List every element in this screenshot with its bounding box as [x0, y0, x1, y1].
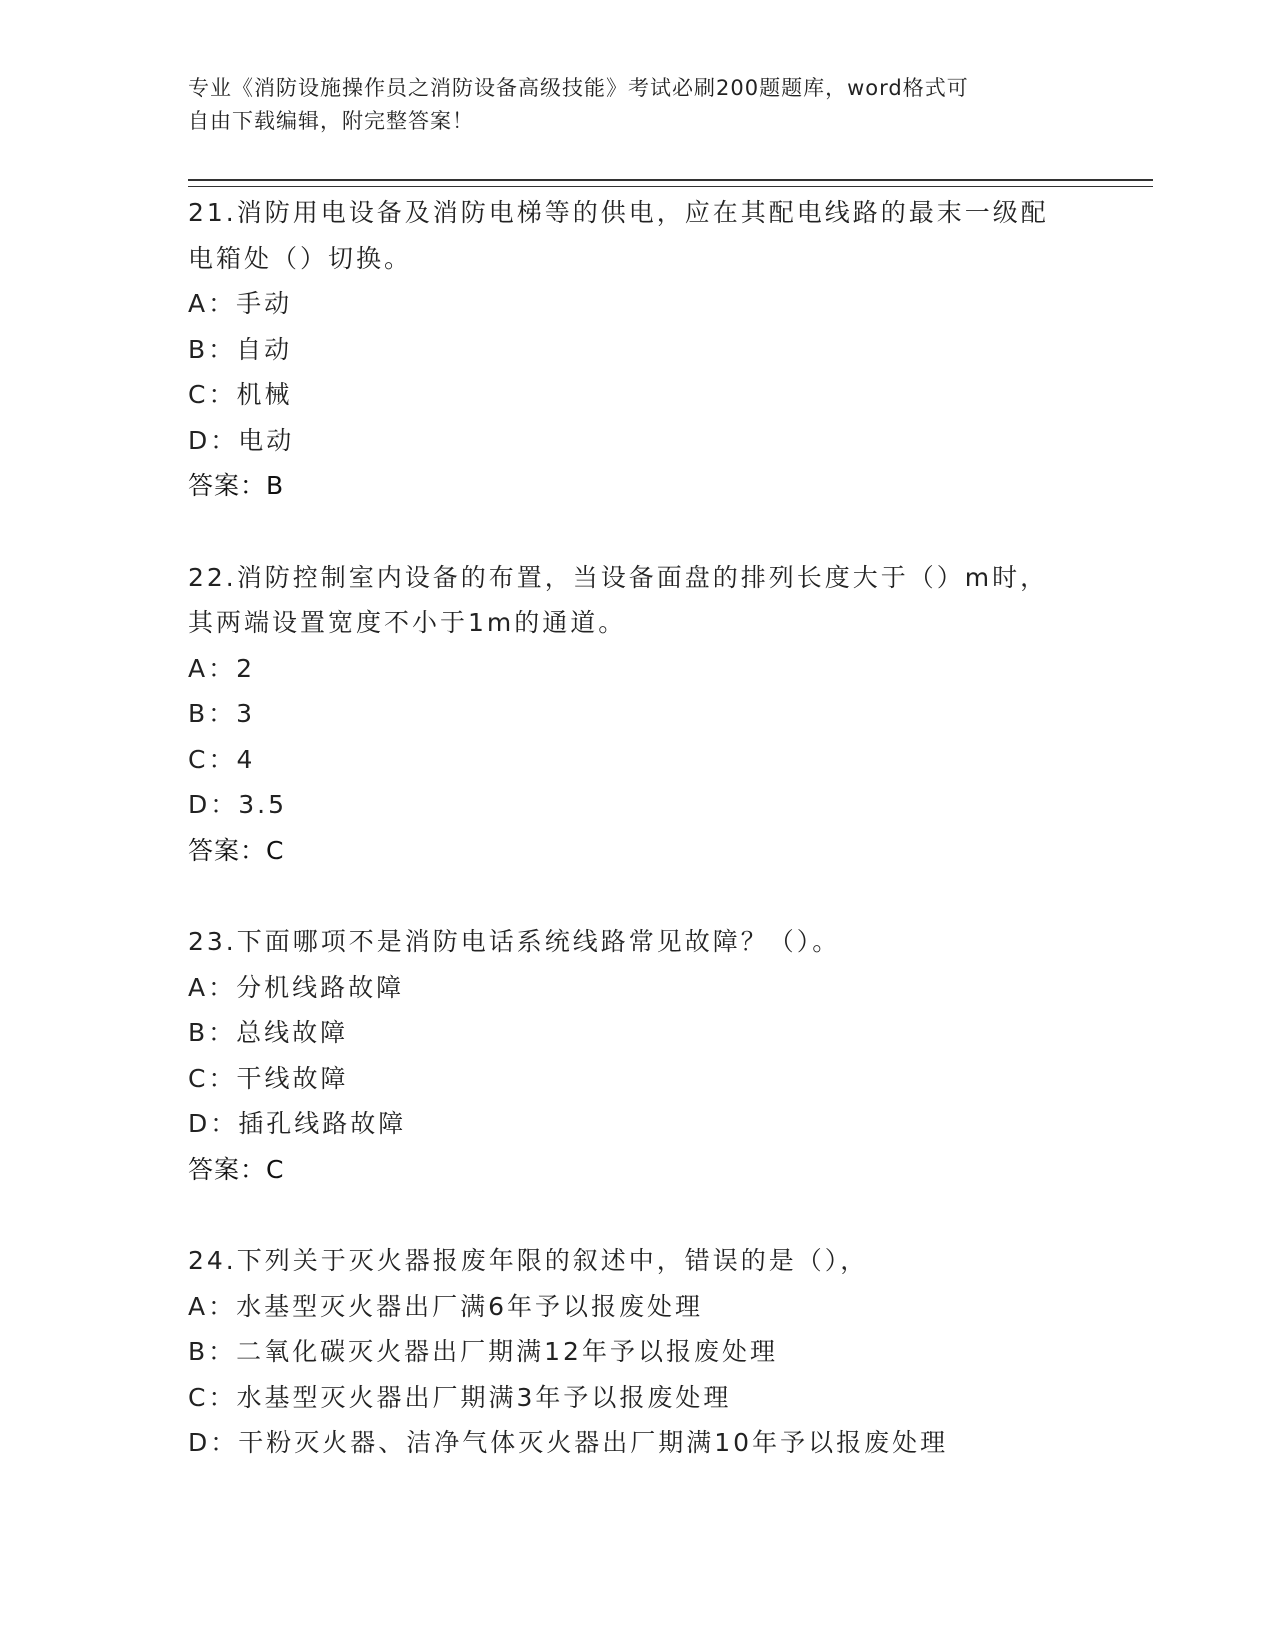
- question-stem-line: 24.下列关于灭火器报废年限的叙述中，错误的是（），: [188, 1246, 869, 1275]
- option-b: B：3: [188, 699, 256, 728]
- option-c: C：机械: [188, 380, 293, 409]
- header-divider-thick: [188, 179, 1153, 181]
- question-stem-line: 23.下面哪项不是消防电话系统线路常见故障？（）。: [188, 927, 841, 956]
- option-c: C：干线故障: [188, 1063, 349, 1093]
- question-24: [188, 1238, 1088, 1466]
- question-21: [188, 190, 1088, 509]
- question-list: [188, 190, 1088, 1512]
- option-a: A：手动: [188, 289, 293, 318]
- option-c: C：水基型灭火器出厂期满3年予以报废处理: [188, 1382, 732, 1412]
- question-stem-line: 其两端设置宽度不小于1m的通道。: [188, 608, 627, 637]
- option-a: A：水基型灭火器出厂满6年予以报废处理: [188, 1291, 704, 1321]
- option-a: A：分机线路故障: [188, 972, 405, 1002]
- option-b: B：二氧化碳灭火器出厂期满12年予以报废处理: [188, 1337, 778, 1366]
- document-header: [188, 72, 1088, 138]
- option-a: A：2: [188, 653, 256, 683]
- header-line-2: 自由下载编辑，附完整答案！: [188, 109, 474, 133]
- question-stem-line: 21.消防用电设备及消防电梯等的供电，应在其配电线路的最末一级配: [188, 198, 1049, 227]
- header-line-1: 专业《消防设施操作员之消防设备高级技能》考试必刷200题题库，word格式可: [188, 76, 969, 100]
- answer-line: 答案：C: [188, 835, 285, 865]
- answer-line: 答案：C: [188, 1154, 285, 1184]
- header-divider-thin: [188, 186, 1153, 187]
- question-stem-line: 22.消防控制室内设备的布置，当设备面盘的排列长度大于（）m时，: [188, 562, 1049, 592]
- option-d: D：电动: [188, 425, 295, 455]
- option-c: C：4: [188, 744, 256, 774]
- option-d: D：插孔线路故障: [188, 1109, 407, 1138]
- option-b: B：总线故障: [188, 1018, 349, 1047]
- option-d: D：干粉灭火器、洁净气体灭火器出厂期满10年予以报废处理: [188, 1428, 949, 1457]
- question-23: [188, 919, 1088, 1192]
- question-stem-line: 电箱处（）切换。: [188, 243, 413, 273]
- option-d: D：3.5: [188, 790, 288, 819]
- option-b: B：自动: [188, 334, 293, 364]
- question-22: [188, 555, 1088, 874]
- answer-line: 答案：B: [188, 471, 285, 500]
